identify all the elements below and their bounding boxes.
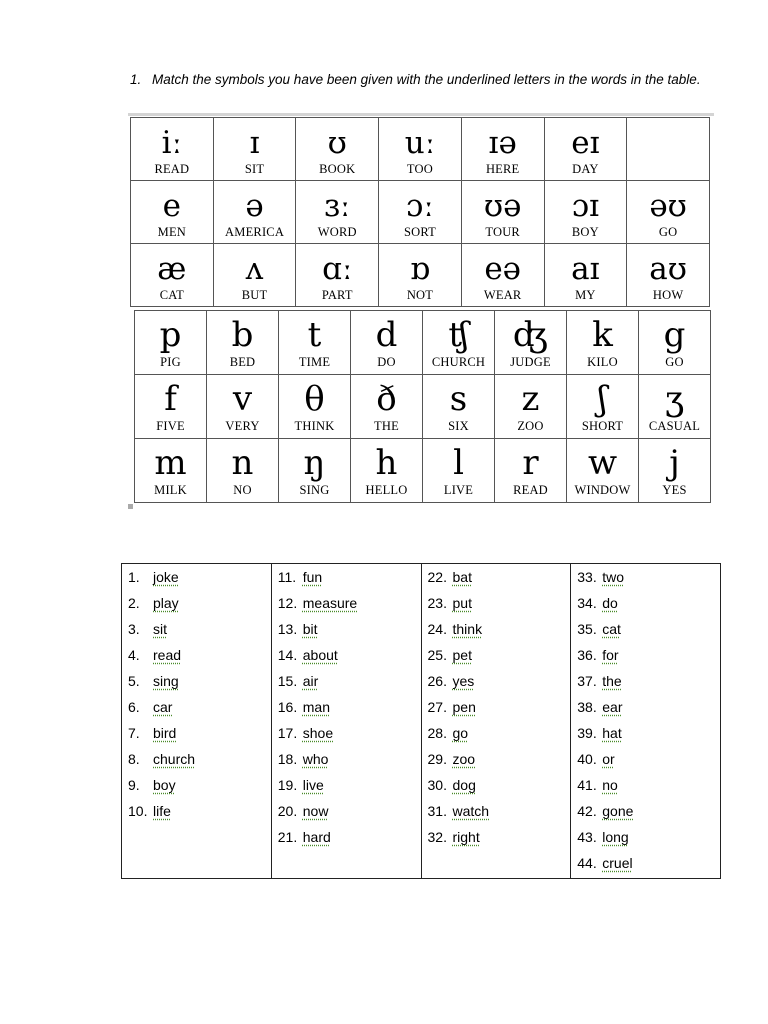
vowel-cell bbox=[461, 118, 544, 181]
item-number: 2. bbox=[128, 595, 140, 611]
vowel-cell bbox=[627, 181, 710, 244]
phoneme-symbol: j bbox=[669, 443, 680, 483]
phoneme-symbol: ʌ bbox=[245, 251, 264, 287]
vowel-cell bbox=[379, 244, 462, 307]
item-word: fun bbox=[302, 569, 323, 585]
example-word: TIME bbox=[298, 355, 331, 369]
item-number: 4. bbox=[128, 647, 140, 663]
example-word: NOT bbox=[406, 288, 434, 302]
item-word: or bbox=[602, 751, 615, 767]
vowel-cell bbox=[213, 118, 296, 181]
item-word: man bbox=[302, 699, 330, 715]
consonant-cell bbox=[423, 311, 495, 375]
phoneme-symbol: ɜː bbox=[324, 188, 351, 224]
vowel-cell bbox=[131, 244, 214, 307]
example-word: MEN bbox=[157, 225, 187, 239]
phoneme-symbol: ə bbox=[245, 188, 264, 224]
example-word: DO bbox=[377, 355, 396, 369]
phoneme-symbol: uː bbox=[404, 125, 436, 161]
item-word: sit bbox=[153, 621, 167, 637]
item-number: 3. bbox=[128, 621, 140, 637]
item-word: zoo bbox=[452, 751, 476, 767]
list-item bbox=[278, 670, 421, 696]
list-item bbox=[128, 748, 271, 774]
list-item bbox=[577, 748, 720, 774]
phoneme-symbol: p bbox=[159, 315, 182, 355]
item-word: live bbox=[302, 777, 324, 793]
example-word: PIG bbox=[160, 355, 181, 369]
example-word: WINDOW bbox=[574, 483, 631, 497]
item-number: 14. bbox=[277, 647, 298, 663]
list-item bbox=[577, 826, 720, 852]
list-item bbox=[577, 566, 720, 592]
item-number: 23. bbox=[427, 595, 447, 611]
item-word: ear bbox=[602, 699, 623, 715]
vowel-cell bbox=[627, 118, 710, 181]
list-item bbox=[428, 644, 571, 670]
list-item bbox=[428, 774, 571, 800]
list-item bbox=[428, 592, 571, 618]
consonant-cell bbox=[423, 439, 495, 503]
vowel-row bbox=[131, 181, 710, 244]
vowel-cell bbox=[379, 118, 462, 181]
consonant-cell bbox=[207, 375, 279, 439]
item-number: 28. bbox=[427, 725, 447, 741]
item-word: bat bbox=[452, 569, 472, 585]
example-word: JUDGE bbox=[510, 355, 551, 369]
list-item bbox=[577, 852, 720, 878]
list-item bbox=[278, 722, 421, 748]
list-item bbox=[278, 800, 421, 826]
list-item bbox=[278, 644, 421, 670]
item-number: 37. bbox=[577, 673, 597, 689]
vowel-cell bbox=[296, 244, 379, 307]
consonant-cell bbox=[639, 375, 711, 439]
list-item bbox=[428, 696, 571, 722]
phoneme-symbol: w bbox=[587, 443, 618, 483]
item-number: 18. bbox=[277, 751, 298, 767]
example-word: TOO bbox=[406, 162, 433, 176]
phoneme-symbol: ʒ bbox=[664, 379, 685, 419]
item-word: long bbox=[602, 829, 629, 845]
item-number: 20. bbox=[277, 803, 298, 819]
vowel-cell bbox=[131, 118, 214, 181]
phoneme-symbol: t bbox=[307, 315, 322, 355]
phoneme-symbol: l bbox=[453, 443, 464, 483]
list-item bbox=[278, 696, 421, 722]
phoneme-symbol: ɒ bbox=[410, 251, 430, 287]
example-word: CAT bbox=[159, 288, 184, 302]
phoneme-symbol: ʊə bbox=[483, 188, 522, 224]
item-word: think bbox=[452, 621, 483, 637]
phoneme-symbol: g bbox=[663, 315, 686, 355]
item-number: 24. bbox=[427, 621, 447, 637]
example-word: SORT bbox=[403, 225, 436, 239]
item-word: gone bbox=[602, 803, 634, 819]
consonant-cell bbox=[567, 375, 639, 439]
example-word: PART bbox=[321, 288, 353, 302]
phoneme-symbol: e bbox=[162, 188, 182, 224]
phoneme-symbol: v bbox=[232, 379, 253, 419]
phoneme-symbol: ɔː bbox=[406, 188, 434, 224]
example-word: BUT bbox=[241, 288, 268, 302]
item-word: now bbox=[302, 803, 329, 819]
vowel-cell bbox=[296, 118, 379, 181]
item-number: 11. bbox=[277, 569, 297, 585]
phoneme-symbol: b bbox=[231, 315, 254, 355]
phoneme-symbol: ʧ bbox=[448, 315, 469, 355]
table-resize-handle[interactable] bbox=[128, 504, 133, 509]
consonant-cell bbox=[135, 311, 207, 375]
example-word: BOY bbox=[571, 225, 599, 239]
example-word: WEAR bbox=[483, 288, 522, 302]
vowel-cell bbox=[213, 181, 296, 244]
phoneme-symbol: n bbox=[231, 443, 254, 483]
list-item bbox=[577, 696, 720, 722]
list-item bbox=[278, 618, 421, 644]
item-number: 42. bbox=[577, 803, 597, 819]
consonant-cell bbox=[495, 439, 567, 503]
list-item bbox=[128, 592, 271, 618]
example-word: SHORT bbox=[581, 419, 624, 433]
item-number: 31. bbox=[427, 803, 447, 819]
instruction-number: 1. bbox=[130, 72, 142, 87]
list-item bbox=[128, 774, 271, 800]
item-word: life bbox=[153, 803, 171, 819]
list-item bbox=[577, 670, 720, 696]
list-item bbox=[428, 826, 571, 852]
list-item bbox=[128, 800, 271, 826]
item-number: 13. bbox=[277, 621, 298, 637]
example-word: SIT bbox=[244, 162, 265, 176]
consonant-cell bbox=[207, 439, 279, 503]
item-word: shoe bbox=[302, 725, 334, 741]
item-number: 29. bbox=[427, 751, 447, 767]
list-item bbox=[128, 618, 271, 644]
example-word: MY bbox=[575, 288, 596, 302]
vowel-cell bbox=[544, 181, 627, 244]
list-item bbox=[577, 722, 720, 748]
example-word: YES bbox=[662, 483, 687, 497]
item-word: for bbox=[602, 647, 619, 663]
item-word: car bbox=[153, 699, 173, 715]
item-word: dog bbox=[452, 777, 476, 793]
item-word: play bbox=[153, 595, 179, 611]
list-item bbox=[428, 748, 571, 774]
consonant-symbol-grid bbox=[134, 310, 711, 503]
list-item bbox=[428, 566, 571, 592]
vowel-cell bbox=[379, 181, 462, 244]
phoneme-symbol: aʊ bbox=[649, 251, 687, 287]
list-item bbox=[278, 592, 421, 618]
phoneme-symbol: ʊ bbox=[327, 125, 347, 161]
item-number: 39. bbox=[577, 725, 597, 741]
example-word: THINK bbox=[294, 419, 335, 433]
phoneme-symbol: ɔɪ bbox=[571, 188, 599, 224]
item-number: 27. bbox=[427, 699, 447, 715]
consonant-cell bbox=[279, 439, 351, 503]
vowel-row bbox=[131, 118, 710, 181]
list-item bbox=[278, 748, 421, 774]
list-item bbox=[428, 800, 571, 826]
list-item bbox=[128, 670, 271, 696]
item-number: 25. bbox=[427, 647, 447, 663]
item-word: bit bbox=[302, 621, 318, 637]
consonant-cell bbox=[279, 311, 351, 375]
list-item bbox=[577, 774, 720, 800]
item-number: 44. bbox=[577, 855, 597, 871]
example-word: AMERICA bbox=[225, 225, 285, 239]
example-word: GO bbox=[658, 225, 678, 239]
phoneme-symbol: h bbox=[375, 443, 398, 483]
item-number: 43. bbox=[577, 829, 597, 845]
item-number: 35. bbox=[577, 621, 597, 637]
instruction bbox=[130, 72, 730, 87]
phoneme-symbol: ŋ bbox=[303, 443, 326, 483]
item-number: 10. bbox=[128, 803, 148, 819]
phoneme-symbol bbox=[627, 124, 709, 162]
item-word: bird bbox=[153, 725, 177, 741]
example-word: NO bbox=[233, 483, 252, 497]
item-number: 41. bbox=[577, 777, 597, 793]
word-list-column bbox=[122, 564, 272, 879]
example-word: BOOK bbox=[319, 162, 356, 176]
vowel-cell bbox=[296, 181, 379, 244]
item-word: watch bbox=[452, 803, 490, 819]
example-word: SING bbox=[299, 483, 330, 497]
item-word: read bbox=[153, 647, 182, 663]
example-word: THE bbox=[374, 419, 399, 433]
vowel-cell bbox=[213, 244, 296, 307]
item-word: cat bbox=[602, 621, 621, 637]
example-word: FIVE bbox=[156, 419, 185, 433]
consonant-cell bbox=[279, 375, 351, 439]
list-item bbox=[278, 774, 421, 800]
example-word: HELLO bbox=[365, 483, 408, 497]
item-number: 9. bbox=[128, 777, 140, 793]
item-word: two bbox=[602, 569, 625, 585]
list-item bbox=[128, 566, 271, 592]
item-number: 36. bbox=[577, 647, 597, 663]
word-list-column bbox=[271, 564, 421, 879]
list-item bbox=[577, 644, 720, 670]
consonant-cell bbox=[351, 439, 423, 503]
item-word: about bbox=[302, 647, 338, 663]
consonant-cell bbox=[135, 439, 207, 503]
phoneme-symbol: iː bbox=[161, 125, 183, 161]
consonant-cell bbox=[351, 375, 423, 439]
item-word: right bbox=[452, 829, 480, 845]
example-word: BED bbox=[229, 355, 256, 369]
phoneme-symbol: eə bbox=[484, 251, 522, 287]
word-list-column bbox=[421, 564, 571, 879]
phoneme-symbol: ɪ bbox=[249, 125, 260, 161]
consonant-row bbox=[135, 439, 711, 503]
list-item bbox=[577, 592, 720, 618]
phoneme-symbol: aɪ bbox=[571, 251, 600, 287]
item-word: no bbox=[602, 777, 618, 793]
consonant-cell bbox=[423, 375, 495, 439]
item-number: 21. bbox=[277, 829, 298, 845]
list-item bbox=[577, 800, 720, 826]
word-list-row bbox=[122, 564, 721, 879]
vowel-cell bbox=[461, 244, 544, 307]
item-number: 1. bbox=[128, 569, 140, 585]
example-word: READ bbox=[513, 483, 548, 497]
phoneme-symbol: ɑː bbox=[322, 251, 353, 287]
item-word: put bbox=[452, 595, 472, 611]
consonant-cell bbox=[495, 311, 567, 375]
item-number: 33. bbox=[577, 569, 597, 585]
consonant-cell bbox=[351, 311, 423, 375]
phoneme-symbol: θ bbox=[304, 379, 325, 419]
phoneme-symbol: æ bbox=[157, 251, 187, 287]
item-word: church bbox=[153, 751, 196, 767]
item-number: 30. bbox=[427, 777, 447, 793]
word-list-table bbox=[121, 563, 721, 879]
item-number: 7. bbox=[128, 725, 140, 741]
item-number: 32. bbox=[427, 829, 447, 845]
item-number: 22. bbox=[427, 569, 447, 585]
example-word: DAY bbox=[572, 162, 599, 176]
item-word: pen bbox=[452, 699, 476, 715]
item-number: 34. bbox=[577, 595, 597, 611]
example-word: HERE bbox=[485, 162, 520, 176]
item-number: 26. bbox=[427, 673, 447, 689]
vowel-cell bbox=[544, 244, 627, 307]
item-number: 40. bbox=[577, 751, 597, 767]
item-number: 6. bbox=[128, 699, 140, 715]
phoneme-symbol: f bbox=[164, 379, 177, 419]
list-item bbox=[278, 826, 421, 852]
consonant-row bbox=[135, 311, 711, 375]
example-word: WORD bbox=[317, 225, 357, 239]
item-number: 16. bbox=[277, 699, 298, 715]
consonant-cell bbox=[207, 311, 279, 375]
item-word: air bbox=[302, 673, 319, 689]
item-word: the bbox=[602, 673, 622, 689]
instruction-text: Match the symbols you have been given with the underlined letters in the words in the table. bbox=[152, 72, 701, 87]
vowel-row bbox=[131, 244, 710, 307]
phoneme-symbol: ð bbox=[376, 379, 397, 419]
example-word: TOUR bbox=[485, 225, 520, 239]
example-word: MILK bbox=[154, 483, 187, 497]
example-word: CHURCH bbox=[431, 355, 486, 369]
consonant-cell bbox=[567, 311, 639, 375]
list-item bbox=[128, 644, 271, 670]
list-item bbox=[428, 618, 571, 644]
phoneme-symbol: ʤ bbox=[512, 315, 549, 355]
consonant-cell bbox=[639, 439, 711, 503]
item-word: do bbox=[602, 595, 618, 611]
phoneme-symbol: ʃ bbox=[597, 379, 608, 419]
section-divider bbox=[128, 113, 714, 116]
list-item bbox=[128, 722, 271, 748]
item-word: pet bbox=[452, 647, 472, 663]
item-word: cruel bbox=[602, 855, 633, 871]
item-number: 5. bbox=[128, 673, 140, 689]
item-number: 12. bbox=[277, 595, 298, 611]
phoneme-symbol: r bbox=[522, 443, 539, 483]
example-word: LIVE bbox=[443, 483, 474, 497]
vowel-cell bbox=[544, 118, 627, 181]
phoneme-symbol: ɪə bbox=[488, 125, 517, 161]
example-word: CASUAL bbox=[648, 419, 701, 433]
word-list-column bbox=[571, 564, 721, 879]
item-word: go bbox=[452, 725, 469, 741]
item-word: hard bbox=[302, 829, 331, 845]
item-word: sing bbox=[153, 673, 179, 689]
list-item bbox=[577, 618, 720, 644]
example-word: READ bbox=[154, 162, 190, 176]
vowel-cell bbox=[627, 244, 710, 307]
example-word: GO bbox=[665, 355, 684, 369]
vowel-cell bbox=[131, 181, 214, 244]
example-word: VERY bbox=[225, 419, 260, 433]
item-number: 19. bbox=[277, 777, 298, 793]
phoneme-symbol: əʊ bbox=[649, 188, 687, 224]
item-number: 15. bbox=[277, 673, 298, 689]
vowel-cell bbox=[461, 181, 544, 244]
item-word: boy bbox=[153, 777, 176, 793]
consonant-cell bbox=[639, 311, 711, 375]
consonant-row bbox=[135, 375, 711, 439]
list-item bbox=[428, 670, 571, 696]
item-word: joke bbox=[153, 569, 179, 585]
item-word: measure bbox=[302, 595, 358, 611]
item-word: hat bbox=[602, 725, 622, 741]
list-item bbox=[278, 566, 421, 592]
item-number: 17. bbox=[277, 725, 298, 741]
item-number: 38. bbox=[577, 699, 597, 715]
phoneme-symbol: z bbox=[521, 379, 540, 419]
vowel-symbol-grid bbox=[130, 117, 710, 307]
item-number: 8. bbox=[128, 751, 140, 767]
list-item bbox=[428, 722, 571, 748]
example-word: KILO bbox=[587, 355, 618, 369]
phoneme-symbol: eɪ bbox=[571, 125, 600, 161]
phoneme-symbol: k bbox=[592, 315, 613, 355]
phoneme-symbol: d bbox=[375, 315, 398, 355]
example-word: SIX bbox=[448, 419, 469, 433]
consonant-cell bbox=[135, 375, 207, 439]
consonant-cell bbox=[495, 375, 567, 439]
item-word: who bbox=[302, 751, 329, 767]
list-item bbox=[128, 696, 271, 722]
phoneme-symbol: s bbox=[449, 379, 468, 419]
example-word: ZOO bbox=[517, 419, 544, 433]
example-word: HOW bbox=[652, 288, 684, 302]
item-word: yes bbox=[452, 673, 475, 689]
phoneme-symbol: m bbox=[154, 443, 187, 483]
consonant-cell bbox=[567, 439, 639, 503]
